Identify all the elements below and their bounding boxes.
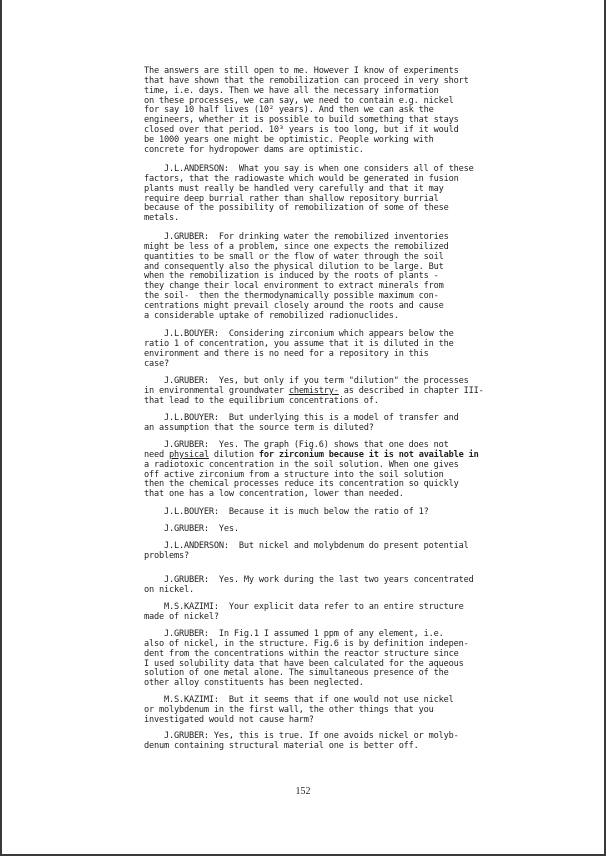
text-line: engineers, whether it is possible to build something that stays (144, 115, 459, 126)
page-number: 152 (295, 786, 311, 797)
text-line: solution of one metal alone. The simultaneous presence of the (144, 668, 449, 679)
text-line: then the chemical processes reduce its concentration so quickly (144, 479, 459, 490)
text-line: made of nickel? (144, 611, 219, 622)
text-line: need physical dilution for zirconium because it is not available in (144, 449, 479, 460)
text-line: J.GRUBER: Yes. The graph (Fig.6) shows that one does not (144, 440, 449, 450)
text-line: that have shown that the remobilization can proceed in very short (144, 75, 469, 86)
text-line: ratio 1 of concentration, you assume that it is diluted in the (144, 338, 454, 349)
text-line: metals. (144, 213, 179, 224)
text-line: in environmental groundwater chemistry- as described in chapter III- (144, 385, 484, 396)
text-line: J.GRUBER: Yes, this is true. If one avoids nickel or molyb- (144, 731, 459, 741)
text-line: on nickel. (144, 584, 194, 595)
text-line: time, i.e. days. Then we have all the necessary information (144, 85, 439, 96)
text-line: that one has a low concentration, lower than needed. (144, 489, 404, 500)
text-line: J.GRUBER: Yes. My work during the last two years concentrated (144, 575, 474, 585)
text-line: that lead to the equilibrium concentrations of. (144, 395, 379, 406)
text-line: case? (144, 358, 169, 369)
text-line: M.S.KAZIMI: But it seems that if one would not use nickel (144, 695, 454, 705)
text-line: closed over that period. 10³ years is too long, but if it would (144, 125, 459, 136)
text-line: J.L.BOUYER: Considering zirconium which appears below the (144, 329, 454, 339)
text-line: dent from the concentrations within the reactor structure since (144, 648, 459, 659)
text-line: problems? (144, 550, 189, 561)
text-line: factors, that the radiowaste which would be generated in fusion (144, 173, 459, 184)
text-line: the soil- then the thermodynamically possible maximum con- (144, 291, 439, 302)
text-line: J.L.BOUYER: But underlying this is a model of transfer and (144, 413, 459, 423)
text-line: The answers are still open to me. However I know of experiments (144, 66, 459, 76)
text-line: J.GRUBER: Yes. (144, 524, 239, 534)
text-line: I used solubility data that have been calculated for the aqueous (144, 658, 464, 669)
text-line: environment and there is no need for a repository in this (144, 348, 429, 359)
text-line: they change their local environment to extract minerals from (144, 281, 444, 292)
text-line: quantities to be small or the flow of water through the soil (144, 251, 444, 262)
text-line: might be less of a problem, since one expects the remobilized (144, 241, 449, 252)
text-line: on these processes, we can say, we need to contain e.g. nickel (144, 95, 454, 106)
text-line: for say 10 half lives (10² years). And then we can ask the (144, 105, 434, 116)
text-line: J.L.ANDERSON: But nickel and molybdenum do present potential (144, 541, 469, 551)
text-line: centrations might prevail closely around the roots and cause (144, 300, 444, 311)
bold-phrase: for zirconium because it is not available in (258, 449, 479, 460)
text-line: a considerable uptake of remobilized radionuclides. (144, 310, 399, 321)
text-line: J.GRUBER: Yes, but only if you term "dilution" the processes (144, 376, 469, 386)
text-line: or molybdenum in the first wall, the other things that you (144, 704, 434, 715)
text-line: investigated would not cause harm? (144, 714, 314, 725)
text-line: J.GRUBER: For drinking water the remobilized inventories (144, 232, 449, 242)
text-line: and consequently also the physical dilution to be large. But (144, 261, 444, 272)
text-line: require deep burrial rather than shallow repository burrial (144, 193, 439, 204)
text-line: off active zirconium from a structure into the soil solution (144, 469, 444, 480)
text-line: J.L.ANDERSON: What you say is when one considers all of these (144, 164, 474, 174)
text-line: M.S.KAZIMI: Your explicit data refer to an entire structure (144, 602, 464, 612)
underlined-word: chemistry- (288, 385, 339, 396)
text-line: other alloy constituents has been neglected. (144, 678, 364, 689)
text-line: J.L.BOUYER: Because it is much below the ratio of 1? (144, 507, 429, 517)
text-line: denum containing structural material one is better off. (144, 740, 419, 751)
text-line: J.GRUBER: In Fig.1 I assumed 1 ppm of any element, i.e. (144, 629, 444, 639)
text-line: plants must really be handled very carefully and that it may (144, 183, 444, 194)
text-line: an assumption that the source term is diluted? (144, 422, 374, 433)
text-line: be 1000 years one might be optimistic. People working with (144, 134, 434, 145)
text-line: also of nickel, in the structure. Fig.6 is by definition indepen- (144, 638, 469, 649)
underlined-word: physical (168, 449, 209, 460)
text-line: a radiotoxic concentration in the soil solution. When one gives (144, 459, 459, 470)
text-line: when the remobilization is induced by the roots of plants - (144, 271, 439, 282)
text-line: because of the possibility of remobilization of some of these (144, 203, 449, 214)
text-line: concrete for hydropower dams are optimistic. (144, 144, 364, 155)
